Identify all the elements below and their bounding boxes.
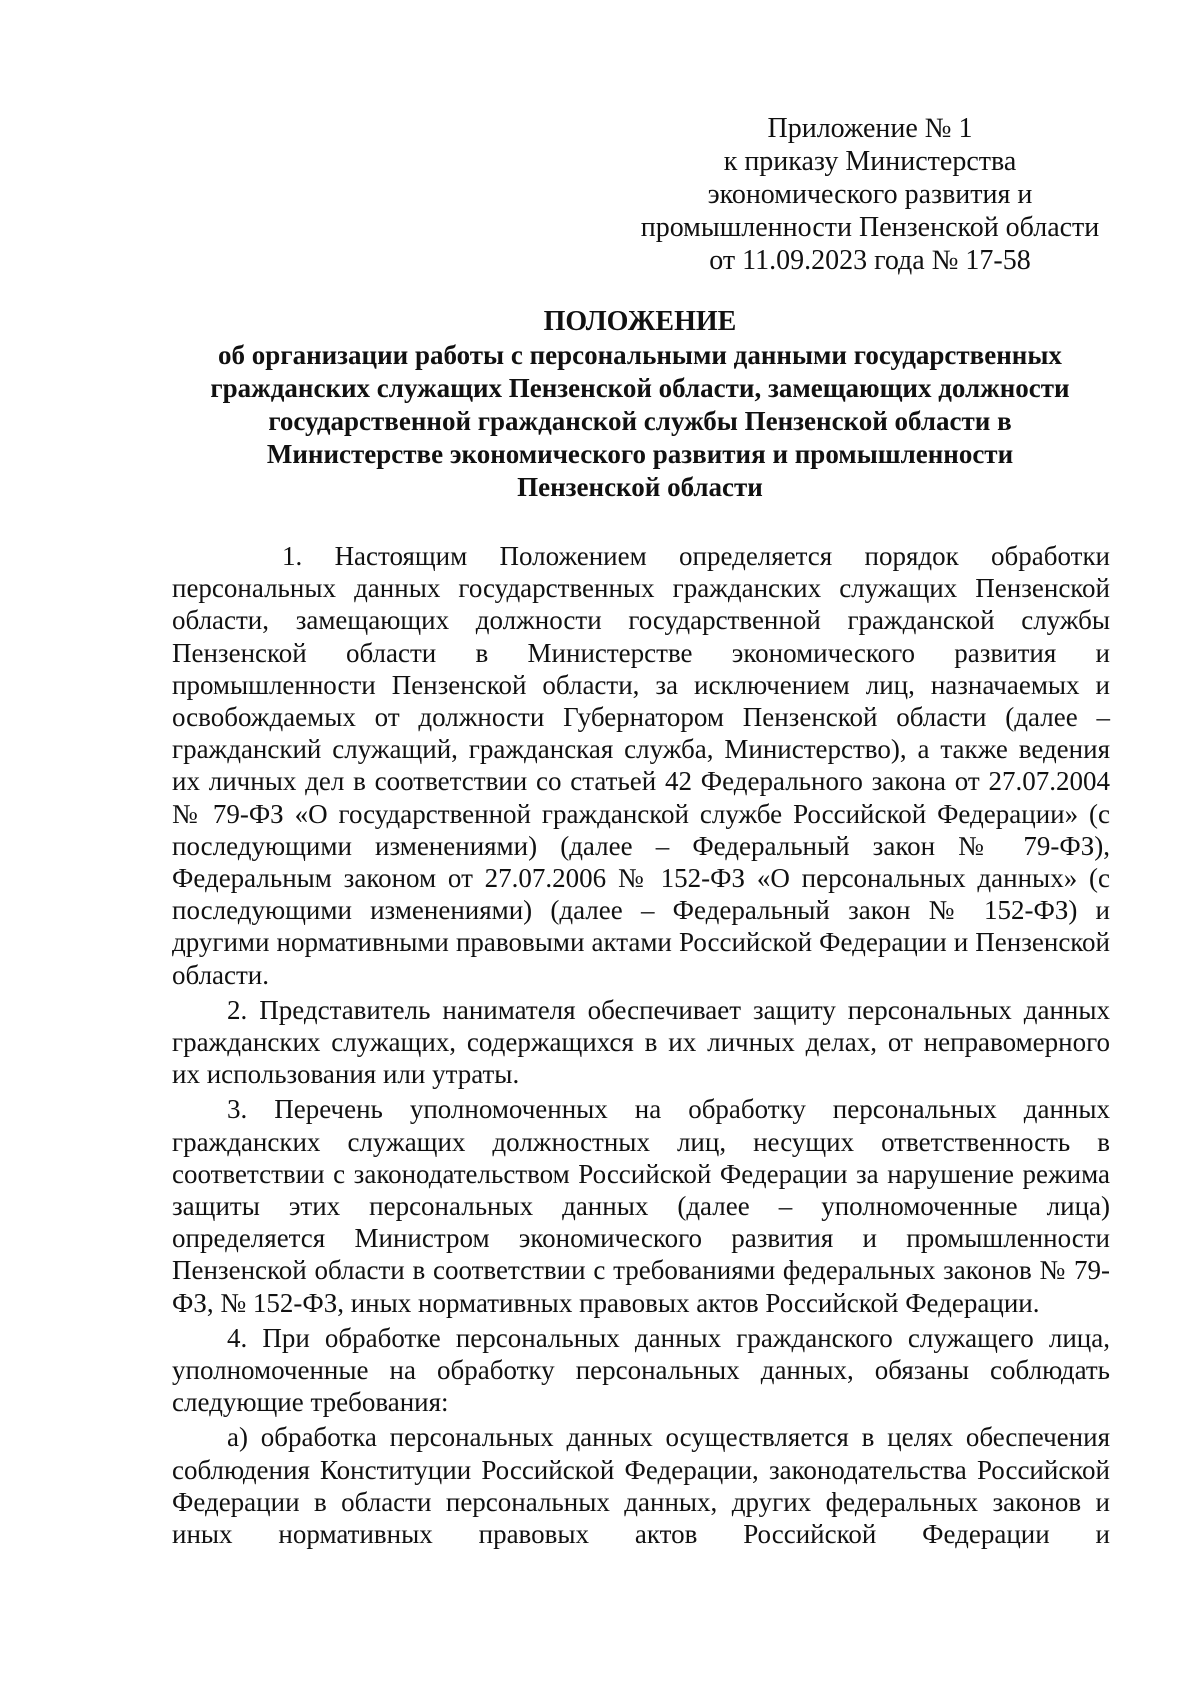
subtitle-line-2: гражданских служащих Пензенской области, замещающих должности (210, 373, 1070, 403)
appendix-line-3: экономического развития и (707, 179, 1033, 210)
subtitle-line-3: государственной гражданской службы Пензенской области в (268, 406, 1012, 436)
document-body (172, 540, 1110, 1553)
paragraph-1-number: 1. (282, 541, 303, 571)
appendix-header (620, 112, 1120, 277)
title-main: ПОЛОЖЕНИЕ (543, 306, 737, 337)
paragraph-4a: а) обработка персональных данных осуществляется в целях обеспечения соблюдения Конституции Российской Федерации, законодательства Российской Федерации в области персональных данных, других федеральных законов и иных нормативных правовых актов Российской Федерации и (172, 1422, 1110, 1550)
paragraph-1 (172, 540, 1110, 991)
subtitle-line-4: Министерстве экономического развития и промышленности (266, 439, 1014, 469)
appendix-line-5: от 11.09.2023 года № 17-58 (709, 245, 1031, 276)
paragraph-2: 2. Представитель нанимателя обеспечивает защиту персональных данных гражданских служащих, содержащихся в их личных делах, от неправомерного их использования или утраты. (172, 994, 1110, 1090)
paragraph-3: 3. Перечень уполномоченных на обработку персональных данных гражданских служащих должностных лиц, несущих ответственность в соответствии с законодательством Российской Федерации за нарушение режима защиты этих персональных данных (далее – уполномоченные лица) определяется Министром экономического развития и промышленности Пензенской области в соответствии с требованиями федеральных законов № 79-ФЗ, № 152-ФЗ, иных нормативных правовых актов Российской Федерации. (172, 1094, 1110, 1318)
document-title (170, 305, 1110, 504)
paragraph-1-text: Настоящим Положением определяется порядок обработки персональных данных государственных гражданских служащих Пензенской области, замещающих должности государственной гражданской службы Пензенской области в Министерстве экономического развития и промышленности Пензенской области, за исключением лиц, назначаемых и освобождаемых от должности Губернатором Пензенской области (далее – гражданский служащий, гражданская служба, Министерство), а также ведения их личных дел в соответствии со статьей 42 Федерального закона от 27.07.2004 № 79-ФЗ «О государственной гражданской службе Российской Федерации» (с последующими изменениями) (далее – Федеральный закон № 79-ФЗ), Федеральным законом от 27.07.2006 № 152-ФЗ «О персональных данных» (с последующими изменениями) (далее – Федеральный закон № 152-ФЗ) и другими нормативными правовыми актами Российской Федерации и Пензенской области. (172, 541, 1111, 990)
appendix-line-1: Приложение № 1 (767, 113, 973, 144)
subtitle-line-1: об организации работы с персональными данными государственных (218, 340, 1062, 370)
appendix-line-4: промышленности Пензенской области (640, 212, 1100, 243)
appendix-line-2: к приказу Министерства (723, 146, 1017, 177)
paragraph-4: 4. При обработке персональных данных гражданского служащего лица, уполномоченные на обработку персональных данных, обязаны соблюдать следующие требования: (172, 1322, 1110, 1418)
title-subtitle (170, 339, 1110, 504)
subtitle-line-5: Пензенской области (517, 472, 763, 502)
